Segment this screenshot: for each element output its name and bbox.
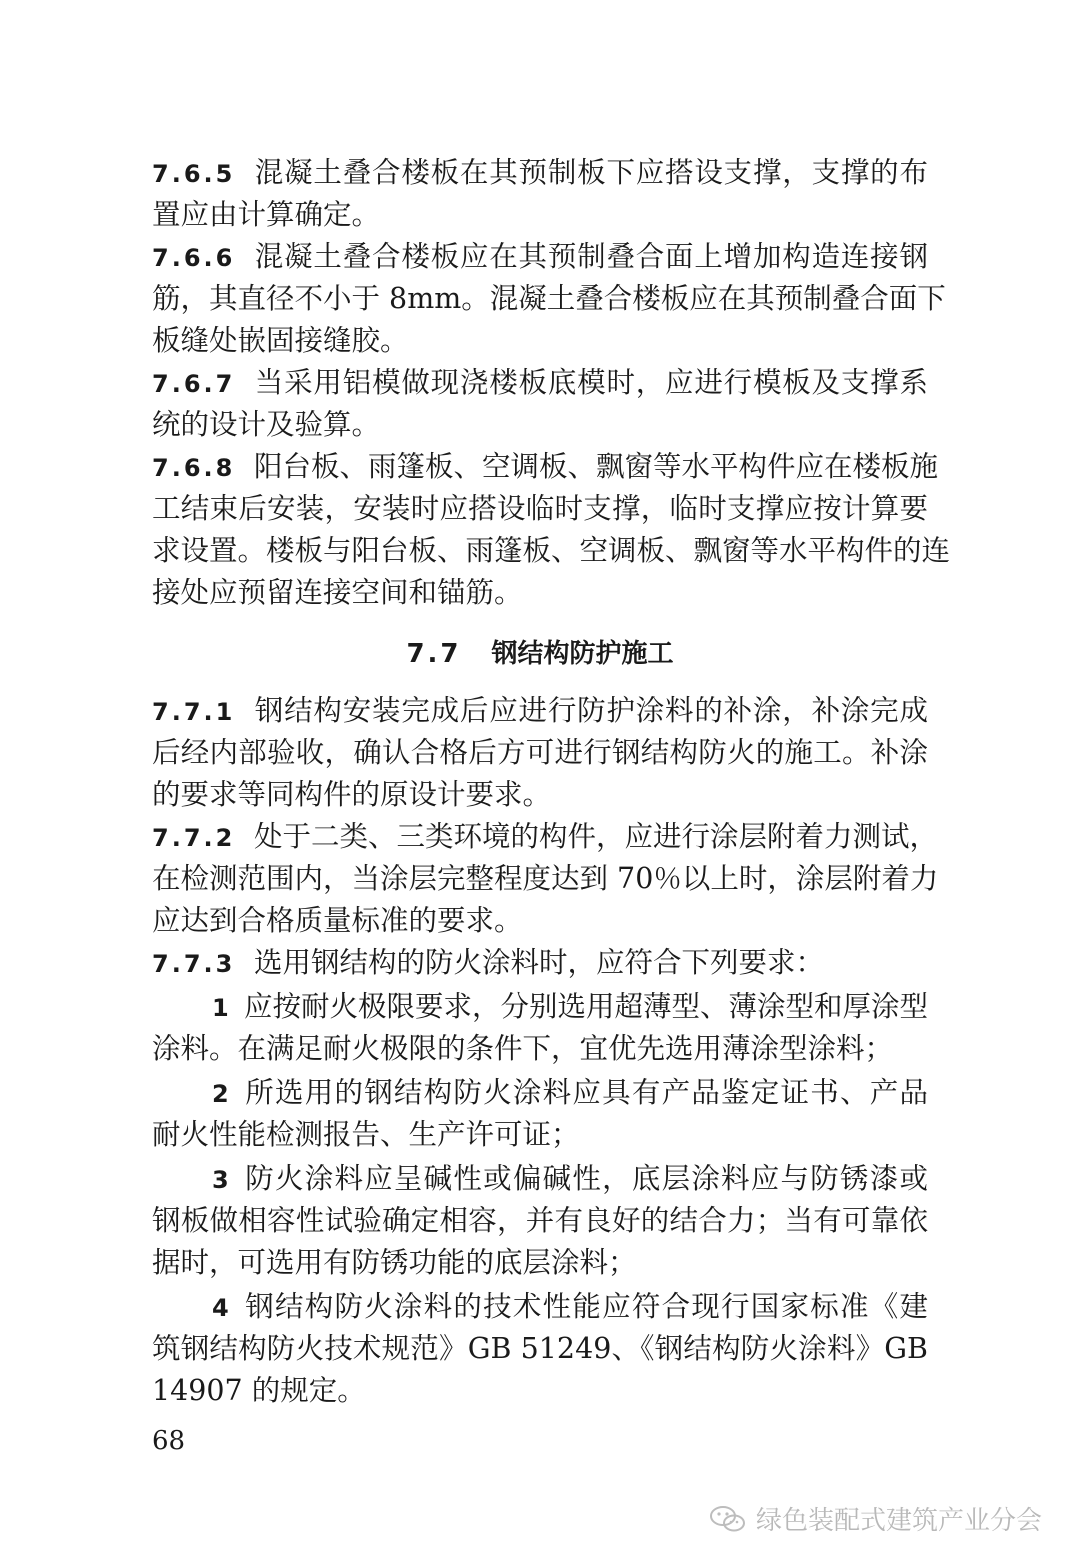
item-number: 3	[212, 1166, 229, 1194]
item-number: 1	[212, 994, 229, 1022]
clause-number: 7.7.2	[152, 824, 236, 852]
section-title: 钢结构防护施工	[491, 639, 674, 669]
list-item	[152, 1158, 928, 1284]
clause-text: 应达到合格质量标准的要求。	[152, 904, 523, 937]
item-line	[152, 1028, 928, 1070]
clause-line	[152, 572, 928, 614]
clause-text: 的要求等同构件的原设计要求。	[152, 778, 552, 811]
clause-7-7-3-items	[152, 986, 928, 1412]
item-line	[152, 1370, 928, 1412]
clause	[152, 236, 946, 362]
item-line	[152, 1114, 928, 1156]
clause-line	[152, 278, 946, 320]
item-text: 筑钢结构防火技术规范》GB 51249、《钢结构防火涂料》GB	[152, 1332, 928, 1365]
list-item	[152, 1072, 928, 1156]
section-heading	[152, 634, 928, 674]
item-text: 所选用的钢结构防火涂料应具有产品鉴定证书、产品	[244, 1076, 928, 1109]
clause-text: 筋，其直径不小于 8mm。混凝土叠合楼板应在其预制叠合面下	[152, 282, 946, 315]
item-line	[152, 1328, 928, 1370]
clause-text: 求设置。楼板与阳台板、雨篷板、空调板、飘窗等水平构件的连	[152, 534, 951, 567]
document-page	[152, 152, 951, 1412]
clause-text: 选用钢结构的防火涂料时，应符合下列要求：	[254, 946, 825, 979]
clause-line	[152, 446, 939, 488]
clause-text: 当采用铝模做现浇楼板底模时，应进行模板及支撑系	[254, 366, 928, 399]
item-line	[152, 1242, 928, 1284]
item-line	[152, 1072, 928, 1114]
clause-line	[152, 530, 951, 572]
clause-line	[152, 236, 928, 278]
clause-line	[152, 858, 939, 900]
clause-line	[152, 362, 928, 404]
item-number: 4	[212, 1294, 229, 1322]
clauses-7-7	[152, 690, 939, 984]
clause	[152, 942, 928, 984]
item-text: 钢板做相容性试验确定相容，并有良好的结合力；当有可靠依	[152, 1204, 928, 1237]
clause	[152, 816, 939, 942]
item-text: 涂料。在满足耐火极限的条件下，宜优先选用薄涂型涂料；	[152, 1032, 894, 1065]
clause-line	[152, 404, 928, 446]
item-text: 据时，可选用有防锈功能的底层涂料；	[152, 1246, 637, 1279]
item-text: 防火涂料应呈碱性或偏碱性，底层涂料应与防锈漆或	[244, 1162, 928, 1195]
clause	[152, 362, 928, 446]
clause-number: 7.6.7	[152, 370, 236, 398]
item-text: 14907 的规定。	[152, 1374, 366, 1407]
clause-number: 7.7.3	[152, 950, 236, 978]
clause-line	[152, 900, 928, 942]
item-text: 应按耐火极限要求，分别选用超薄型、薄涂型和厚涂型	[244, 990, 929, 1023]
clause-text: 混凝土叠合楼板在其预制板下应搭设支撑，支撑的布	[254, 156, 928, 189]
item-text: 耐火性能检测报告、生产许可证；	[152, 1118, 580, 1151]
item-number: 2	[212, 1080, 229, 1108]
clause-number: 7.6.8	[152, 454, 236, 482]
item-line	[152, 1200, 928, 1242]
section-number: 7.7	[406, 639, 462, 669]
clause-line	[152, 816, 939, 858]
clause-text: 后经内部验收，确认合格后方可进行钢结构防火的施工。补涂	[152, 736, 928, 769]
clause-text: 处于二类、三类环境的构件，应进行涂层附着力测试，	[254, 820, 939, 853]
clause	[152, 690, 928, 816]
list-item	[152, 986, 928, 1070]
clause-text: 接处应预留连接空间和锚筋。	[152, 576, 523, 609]
clause-text: 阳台板、雨篷板、空调板、飘窗等水平构件应在楼板施	[254, 450, 939, 483]
clause-number: 7.7.1	[152, 698, 236, 726]
clause-text: 统的设计及验算。	[152, 408, 381, 441]
item-text: 钢结构防火涂料的技术性能应符合现行国家标准《建	[244, 1290, 928, 1323]
page-number: 68	[152, 1426, 186, 1456]
list-item	[152, 1286, 928, 1412]
clause-line	[152, 942, 928, 984]
clause-text: 置应由计算确定。	[152, 198, 381, 231]
clause-number: 7.6.5	[152, 160, 236, 188]
watermark-text: 绿色装配式建筑产业分会	[755, 1506, 1042, 1536]
clause	[152, 446, 951, 614]
clause-line	[152, 732, 928, 774]
clause-text: 在检测范围内，当涂层完整程度达到 70％以上时，涂层附着力	[152, 862, 939, 895]
clause-line	[152, 320, 928, 362]
clause-line	[152, 774, 928, 816]
clause-line	[152, 194, 928, 236]
clause-text: 工结束后安装，安装时应搭设临时支撑，临时支撑应按计算要	[152, 492, 928, 525]
clause-line	[152, 690, 928, 732]
clause-line	[152, 488, 928, 530]
wechat-icon	[708, 1504, 748, 1534]
clauses-7-6	[152, 152, 951, 614]
item-line	[152, 1158, 928, 1200]
clause-text: 板缝处嵌固接缝胶。	[152, 324, 409, 357]
watermark	[708, 1500, 1042, 1537]
item-line	[152, 1286, 928, 1328]
clause-number: 7.6.6	[152, 244, 236, 272]
clause-line	[152, 152, 928, 194]
clause	[152, 152, 928, 236]
clause-text: 钢结构安装完成后应进行防护涂料的补涂，补涂完成	[254, 694, 928, 727]
item-line	[152, 986, 928, 1028]
clause-text: 混凝土叠合楼板应在其预制叠合面上增加构造连接钢	[254, 240, 928, 273]
